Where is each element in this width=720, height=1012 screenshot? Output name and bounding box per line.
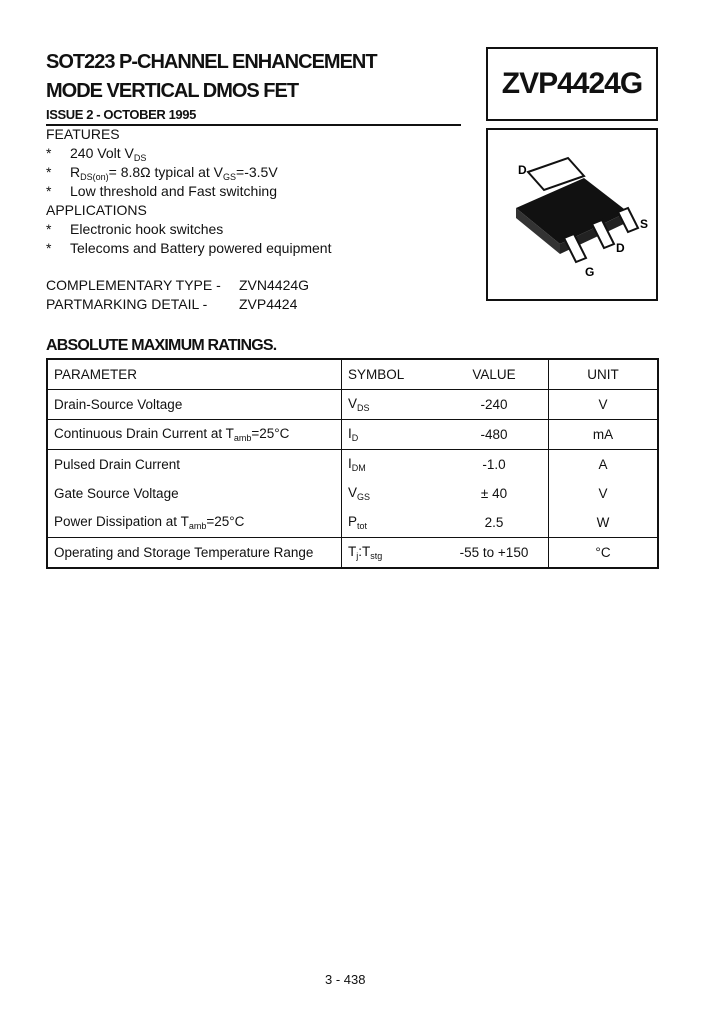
pin-label-d: D <box>616 241 625 255</box>
table-row <box>47 420 658 450</box>
bullet-mark: * <box>46 183 52 199</box>
pin-label-d-top: D <box>518 163 527 177</box>
ratings-table <box>46 358 659 569</box>
row-unit: V <box>549 479 659 508</box>
feature-item: * 240 Volt $V_{DS}$ <box>46 145 147 163</box>
column-header-parameter: PARAMETER <box>54 367 138 382</box>
application-item: * Electronic hook switches <box>46 221 224 237</box>
table-header-row <box>47 359 658 390</box>
sot223-package-icon <box>488 130 660 303</box>
table-row <box>47 479 658 508</box>
row-symbol: $T_j:T_{stg}$ <box>342 538 441 569</box>
features-heading: FEATURES <box>46 126 120 142</box>
feature-item: * $R_{DS(on)}= 8.8\Omega$ typical at $V_{GS}=-3.5V$ <box>46 164 278 182</box>
row-parameter: Pulsed Drain Current <box>47 450 342 480</box>
row-symbol: $I_{DM}$ <box>342 450 441 480</box>
row-value: ± 40 <box>480 486 508 501</box>
row-parameter: Drain-Source Voltage <box>47 390 342 420</box>
page-number: 3 - 438 <box>325 972 366 987</box>
column-header-unit: UNIT <box>549 359 659 390</box>
row-parameter: Power Dissipation at $T_{amb}=25^\circ C$ <box>54 514 245 531</box>
table-row <box>47 508 658 538</box>
row-symbol: $V_{GS}$ <box>342 479 441 508</box>
row-symbol: $V_{DS}$ <box>342 390 441 420</box>
title-line-2: MODE VERTICAL DMOS FET <box>46 80 299 102</box>
row-value: -240 <box>440 390 549 420</box>
bullet-mark: * <box>46 164 52 180</box>
column-header-symbol: SYMBOL <box>342 359 441 390</box>
issue-date: ISSUE 2 - OCTOBER 1995 <box>46 107 196 122</box>
row-unit: A <box>549 450 659 480</box>
row-value: -1.0 <box>440 450 549 480</box>
table-row <box>47 450 658 480</box>
title-line-1: SOT223 P-CHANNEL ENHANCEMENT <box>46 51 377 73</box>
row-value: -480 <box>440 420 549 450</box>
column-header-value: VALUE <box>472 367 516 382</box>
row-value: 2.5 <box>484 515 504 530</box>
application-item: * Telecoms and Battery powered equipment <box>46 240 332 256</box>
row-unit: W <box>549 508 659 538</box>
bullet-mark: * <box>46 221 52 237</box>
applications-heading: APPLICATIONS <box>46 202 147 218</box>
row-unit: °C <box>549 538 659 569</box>
complementary-value: ZVN4424G <box>239 277 310 293</box>
row-parameter: Operating and Storage Temperature Range <box>47 538 342 569</box>
complementary-label: COMPLEMENTARY TYPE - <box>46 277 221 293</box>
partmarking-value: ZVP4424 <box>239 296 298 312</box>
row-symbol: $I_D$ <box>342 420 441 450</box>
row-parameter: Continuous Drain Current at $T_{amb}=25^\circ C$ <box>47 420 342 450</box>
part-number-box <box>486 47 658 121</box>
bullet-mark: * <box>46 240 52 256</box>
row-value: -55 to +150 <box>440 538 549 569</box>
ratings-heading: ABSOLUTE MAXIMUM RATINGS. <box>46 337 277 354</box>
feature-item: * Low threshold and Fast switching <box>46 183 277 199</box>
package-diagram <box>486 128 658 301</box>
pin-label-g: G <box>585 265 595 279</box>
row-unit: mA <box>549 420 659 450</box>
document-title <box>46 48 377 106</box>
row-unit: V <box>549 390 659 420</box>
part-number: ZVP4424G <box>501 67 643 100</box>
row-parameter: Gate Source Voltage <box>54 486 179 501</box>
pin-label-s: S <box>640 217 649 231</box>
table-row <box>47 390 658 420</box>
bullet-mark: * <box>46 145 52 161</box>
partmarking-label: PARTMARKING DETAIL - <box>46 296 208 312</box>
row-symbol: $P_{tot}$ <box>342 508 441 538</box>
table-row <box>47 538 658 569</box>
